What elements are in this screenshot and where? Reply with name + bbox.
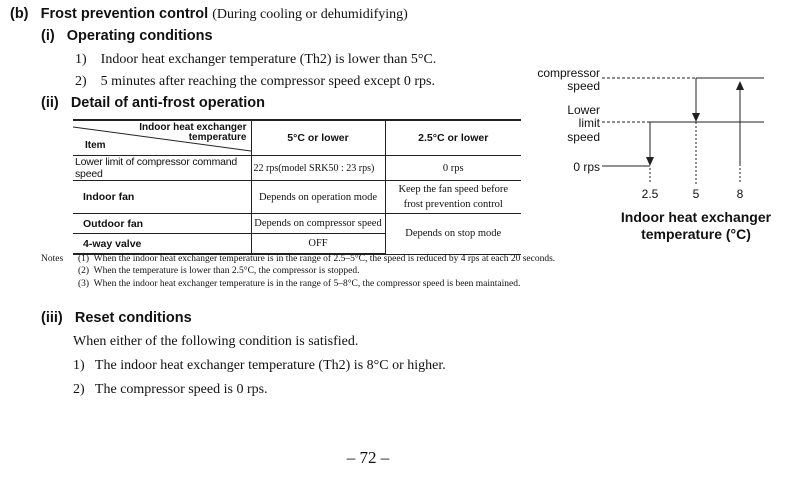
reset-item-1: [73, 358, 446, 374]
detail-title: Detail of anti-frost operation: [70, 95, 265, 111]
section-label: (b): [10, 6, 29, 22]
table-row: [73, 214, 521, 234]
cell-value: 22 rps(model SRK50 : 23 rps): [251, 156, 385, 181]
anti-frost-table: [73, 119, 521, 255]
cell-value-merged: Depends on stop mode: [385, 214, 521, 255]
cell-line: Keep the fan speed before: [398, 184, 509, 195]
table-row: [73, 156, 521, 181]
section-title: Frost prevention control: [40, 6, 209, 22]
down-arrow-head: [646, 157, 654, 166]
note-text: When the indoor heat exchanger temperature is in the range of 2.5–5°C, the speed is reduced by 4 rps at each 20 seconds.: [93, 254, 556, 264]
item-number: 2): [75, 74, 87, 89]
corner-item-label: Item: [85, 140, 106, 151]
corner-mid-label: temperature: [188, 132, 247, 143]
operating-label: (i): [41, 28, 55, 44]
cell-line: frost prevention control: [403, 199, 503, 210]
note-number: (3): [78, 279, 90, 289]
diagram-title-1: Indoor heat exchanger: [620, 209, 772, 225]
y-label-lower-2: limit: [578, 116, 600, 130]
column-header-5c: 5°C or lower: [251, 120, 385, 156]
row-label: Indoor fan: [73, 181, 251, 214]
y-label-compressor-1: compressor: [537, 66, 600, 80]
section-subtitle: (During cooling or dehumidifying): [212, 7, 408, 22]
reset-label: (iii): [41, 310, 63, 326]
y-label-lower-3: speed: [567, 130, 600, 144]
detail-heading: [41, 95, 265, 111]
item-number: 1): [73, 358, 85, 373]
corner-top-label: Indoor heat exchanger: [139, 122, 247, 133]
note-number: (2): [78, 266, 90, 276]
item-text: The indoor heat exchanger temperature (Th2) is 8°C or higher.: [94, 358, 446, 373]
operating-item-2: [75, 74, 435, 90]
y-label-zero: 0 rps: [573, 160, 600, 174]
cell-value: 0 rps: [385, 156, 521, 181]
row-label: Lower limit of compressor command speed: [73, 156, 251, 181]
y-label-compressor-2: speed: [567, 79, 600, 93]
column-header-2-5c: 2.5°C or lower: [385, 120, 521, 156]
note-item: [78, 266, 359, 276]
x-tick-label: 5: [692, 187, 700, 201]
note-item: [78, 254, 555, 264]
up-arrow-head: [736, 81, 744, 90]
reset-heading: [41, 310, 192, 326]
x-tick-label: 2.5: [641, 187, 659, 201]
item-text: 5 minutes after reaching the compressor speed except 0 rps.: [100, 74, 435, 89]
note-text: When the temperature is lower than 2.5°C, the compressor is stopped.: [93, 266, 360, 276]
note-text: When the indoor heat exchanger temperature is in the range of 5–8°C, the compressor speed is been maintained.: [93, 279, 521, 289]
operating-item-1: [75, 52, 436, 68]
section-heading: [10, 6, 408, 23]
frost-prevention-diagram: [528, 60, 790, 245]
reset-intro: When either of the following condition is satisfied.: [73, 334, 359, 349]
cell-value: Depends on compressor speed: [251, 214, 385, 234]
note-item: [78, 279, 520, 289]
diagram-title-2: temperature (°C): [641, 226, 751, 242]
item-text: Indoor heat exchanger temperature (Th2) is lower than 5°C.: [100, 52, 437, 67]
x-tick-label: 8: [736, 187, 744, 201]
table-corner-cell: [73, 120, 251, 156]
reset-title: Reset conditions: [74, 310, 192, 326]
cell-value: OFF: [251, 234, 385, 255]
item-text: The compressor speed is 0 rps.: [94, 382, 268, 397]
table-header-row: [73, 120, 521, 156]
down-arrow-head: [692, 113, 700, 122]
item-number: 2): [73, 382, 85, 397]
reset-item-2: [73, 382, 268, 398]
note-number: (1): [78, 254, 90, 264]
page-number: – 72 –: [346, 448, 390, 467]
cell-value-multiline: [385, 181, 521, 214]
table-row: [73, 181, 521, 214]
detail-label: (ii): [41, 95, 59, 111]
cell-value: Depends on operation mode: [251, 181, 385, 214]
item-number: 1): [75, 52, 87, 67]
row-label: 4-way valve: [73, 234, 251, 255]
operating-title: Operating conditions: [66, 28, 213, 44]
row-label: Outdoor fan: [73, 214, 251, 234]
y-label-lower-1: Lower: [567, 103, 600, 117]
notes-label: Notes: [41, 254, 64, 264]
operating-heading: [41, 28, 213, 44]
